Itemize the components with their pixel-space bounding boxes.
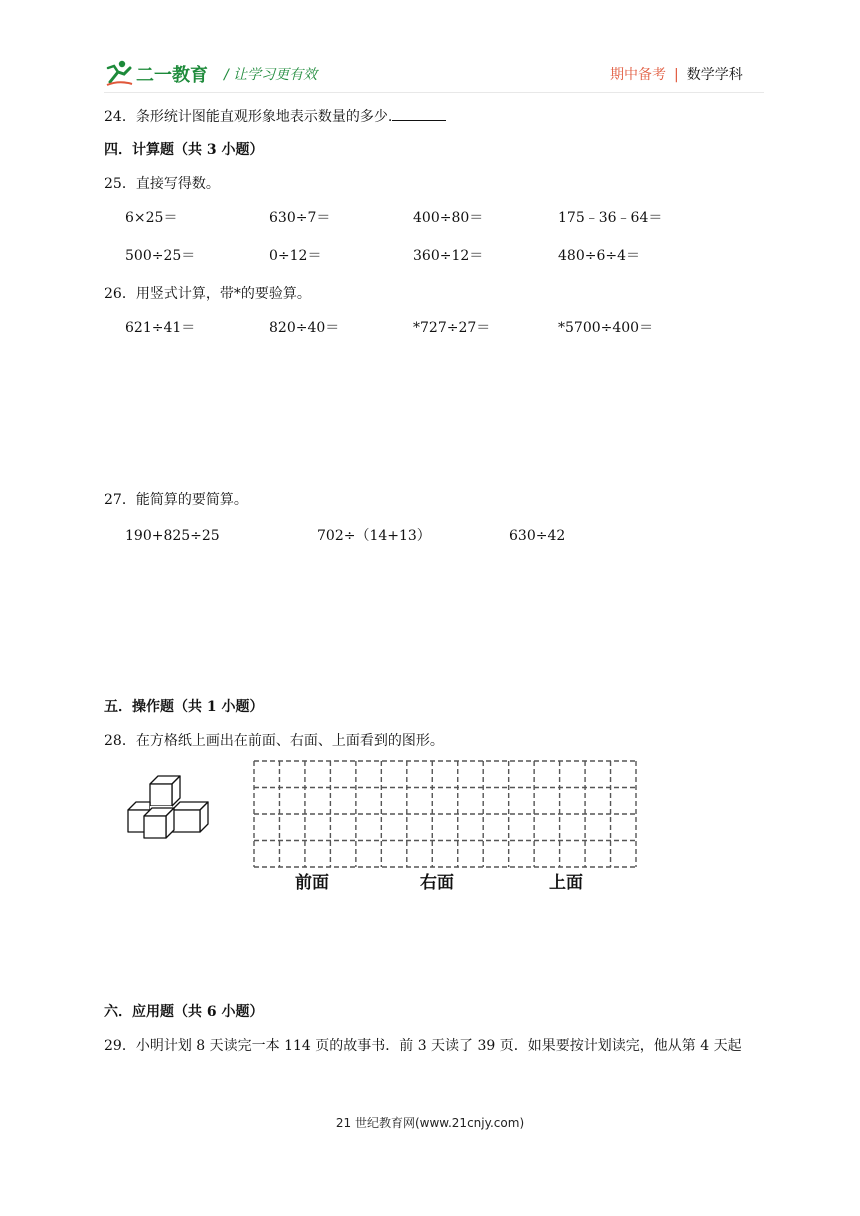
question-27-text: 27．能简算的要简算。 xyxy=(104,492,248,508)
question-25-text: 25．直接写得数。 xyxy=(104,176,220,192)
question-26-text: 26．用竖式计算，带*的要验算。 xyxy=(104,286,311,302)
section-5-title: 五．操作题（共 1 小题） xyxy=(104,699,264,715)
q27-item-1: 190+825÷25 xyxy=(125,528,220,544)
grid-label-right: 右面 xyxy=(420,873,454,893)
question-24 xyxy=(104,106,446,127)
q25-item-3: 400÷80＝ xyxy=(413,210,484,226)
header-divider: | xyxy=(674,67,679,83)
q25-item-2: 630÷7＝ xyxy=(269,210,331,226)
question-29-text: 29．小明计划 8 天读完一本 114 页的故事书．前 3 天读了 39 页．如果要按计划读完，他从第 4 天起 xyxy=(104,1038,742,1054)
question-24-text: 24．条形统计图能直观形象地表示数量的多少. xyxy=(104,109,393,125)
q26-item-2: 820÷40＝ xyxy=(269,320,340,336)
q25-item-6: 0÷12＝ xyxy=(269,248,322,264)
question-28-text: 28．在方格纸上画出在前面、右面、上面看到的图形。 xyxy=(104,733,444,749)
q25-item-5: 500÷25＝ xyxy=(125,248,196,264)
header-slogan: / 让学习更有效 xyxy=(224,67,318,83)
grid-label-front: 前面 xyxy=(295,873,329,893)
q25-item-1: 6×25＝ xyxy=(125,210,178,226)
q27-item-3: 630÷42 xyxy=(509,528,566,544)
grid-label-top: 上面 xyxy=(549,873,583,893)
header-rule xyxy=(104,92,764,93)
header xyxy=(104,56,764,92)
q25-item-4: 175﹣36﹣64＝ xyxy=(558,210,663,226)
exam-tag: 期中备考 xyxy=(610,67,666,83)
q26-item-1: 621÷41＝ xyxy=(125,320,196,336)
q27-item-2: 702÷（14+13） xyxy=(317,528,431,544)
section-6-title: 六．应用题（共 6 小题） xyxy=(104,1004,264,1020)
section-4-title: 四．计算题（共 3 小题） xyxy=(104,142,264,158)
subject-label: 数学学科 xyxy=(686,67,743,83)
logo-icon xyxy=(104,58,134,88)
q26-item-4: *5700÷400＝ xyxy=(558,320,654,336)
header-right xyxy=(610,64,743,84)
q25-item-8: 480÷6÷4＝ xyxy=(558,248,640,264)
footer: 21 世纪教育网(www.21cnjy.com) xyxy=(335,1116,525,1130)
logo-text: 二一教育 xyxy=(136,65,208,86)
dashed-grid[interactable] xyxy=(250,758,640,870)
cube-figure xyxy=(122,770,214,840)
q26-item-3: *727÷27＝ xyxy=(413,320,491,336)
answer-blank[interactable] xyxy=(392,106,446,121)
q25-item-7: 360÷12＝ xyxy=(413,248,484,264)
